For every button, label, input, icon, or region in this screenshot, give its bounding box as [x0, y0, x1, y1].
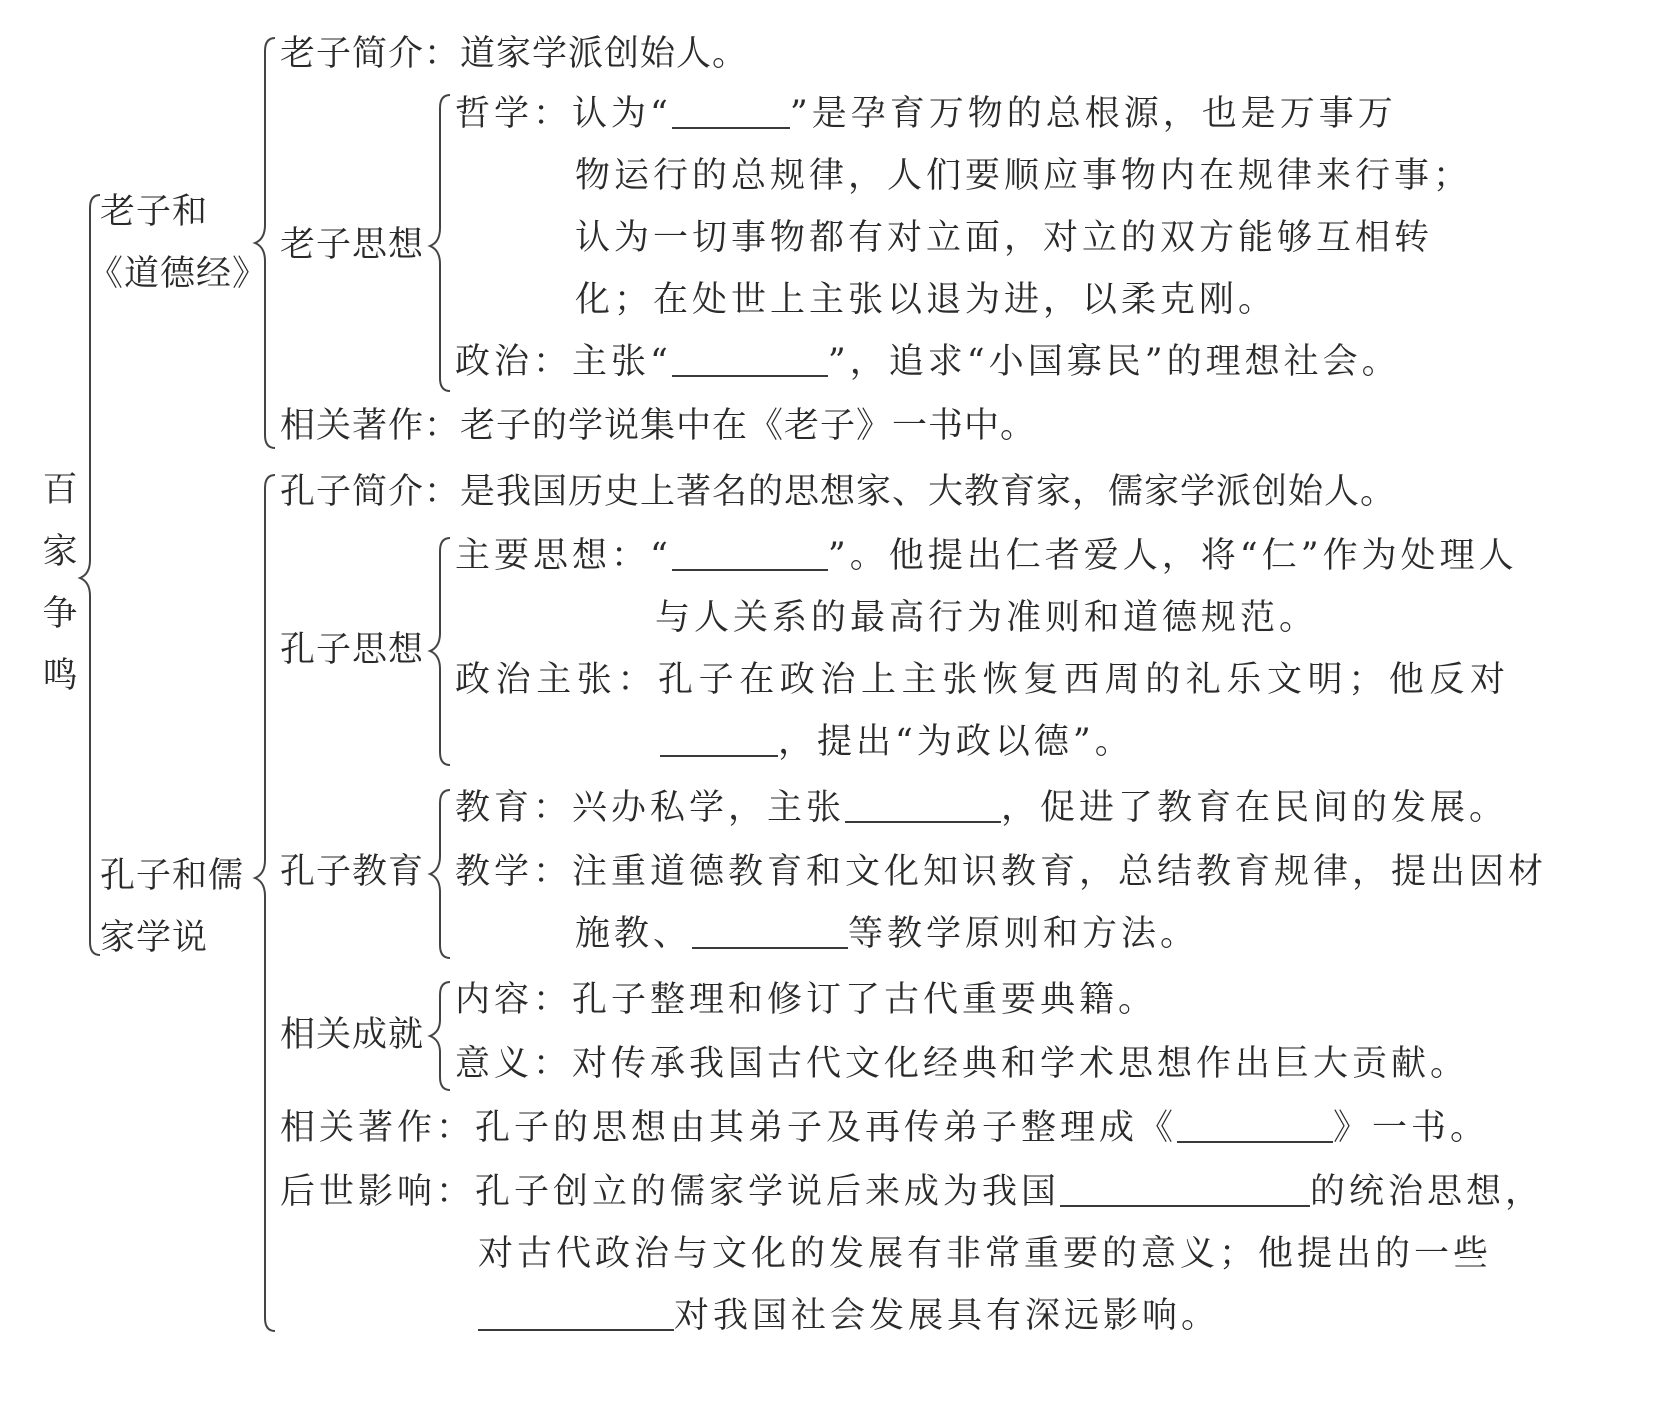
- teaching-suffix: 等教学原则和方法。: [848, 914, 1200, 954]
- laozi-politics-blank[interactable]: [672, 345, 828, 377]
- kongzi-influence-line3: [478, 1296, 1220, 1336]
- main-thought-suffix: ”。他提出仁者爱人，将“仁”作为处理人: [827, 536, 1518, 576]
- kongzi-politics-line1: 政治主张：孔子在政治上主张恢复西周的礼乐文明；他反对: [455, 660, 1511, 700]
- kongzi-significance: 意义：对传承我国古代文化经典和学术思想作出巨大贡献。: [455, 1044, 1470, 1084]
- kongzi-thought-label: 孔子思想: [280, 630, 425, 670]
- main-thought-blank[interactable]: [672, 539, 828, 571]
- education-prefix: 教育：兴办私学，主张: [455, 788, 846, 828]
- main-thought-prefix: 主要思想：“: [455, 536, 672, 576]
- kongzi-politics-blank[interactable]: [660, 725, 778, 757]
- kongzi-achievement-label: 相关成就: [280, 1015, 425, 1055]
- laozi-politics-prefix: 政治：主张“: [455, 342, 672, 382]
- influence-cont2-suffix: 对我国社会发展具有深远影响。: [674, 1296, 1221, 1336]
- laozi-brace: [255, 38, 275, 448]
- kongzi-education-brace: [430, 790, 450, 958]
- laozi-thought-label: 老子思想: [280, 225, 425, 265]
- influence-blank-1[interactable]: [1060, 1175, 1310, 1207]
- kongzi-main-thought: [455, 536, 1518, 576]
- kongzi-brace: [255, 475, 275, 1331]
- laozi-label-line1: 老子和: [100, 192, 209, 232]
- laozi-intro: 老子简介：道家学派创始人。: [280, 34, 749, 74]
- laozi-label-line2: 《道德经》: [88, 254, 269, 294]
- philosophy-cont1: 物运行的总规律，人们要顺应事物内在规律来行事；: [575, 156, 1473, 196]
- kongzi-education-label: 孔子教育: [280, 852, 425, 892]
- kongzi-content: 内容：孔子整理和修订了古代重要典籍。: [455, 980, 1158, 1020]
- main-thought-cont: 与人关系的最高行为准则和道德规范。: [655, 598, 1319, 638]
- kongzi-politics-suffix: ，提出“为政以德”。: [778, 722, 1134, 762]
- influence-suffix: 的统治思想，: [1310, 1172, 1545, 1212]
- laozi-philosophy: [455, 94, 1397, 134]
- kongzi-influence-line1: [280, 1172, 1544, 1212]
- kongzi-works-suffix: 》一书。: [1333, 1108, 1490, 1148]
- laozi-politics: [455, 342, 1401, 382]
- kongzi-education: [455, 788, 1508, 828]
- kongzi-works-blank[interactable]: [1177, 1111, 1333, 1143]
- influence-prefix: 后世影响：孔子创立的儒家学说后来成为我国: [280, 1172, 1061, 1212]
- achievement-brace: [430, 982, 450, 1090]
- teaching-blank[interactable]: [692, 917, 848, 949]
- kongzi-label-line1: 孔子和儒: [100, 856, 245, 896]
- kongzi-intro: 孔子简介：是我国历史上著名的思想家、大教育家，儒家学派创始人。: [280, 472, 1397, 512]
- kongzi-label-line2: 家学说: [100, 918, 209, 958]
- philosophy-blank[interactable]: [672, 97, 790, 129]
- philosophy-cont2: 认为一切事物都有对立面，对立的双方能够互相转: [575, 218, 1434, 258]
- education-suffix: ，促进了教育在民间的发展。: [1001, 788, 1509, 828]
- kongzi-influence-line2: 对古代政治与文化的发展有非常重要的意义；他提出的一些: [478, 1234, 1493, 1274]
- root-brace: [80, 195, 100, 955]
- influence-blank-2[interactable]: [478, 1299, 674, 1331]
- kongzi-teaching-line1: 教学：注重道德教育和文化知识教育，总结教育规律，提出因材: [455, 852, 1548, 892]
- kongzi-teaching-line2: [575, 914, 1199, 954]
- kongzi-works: [280, 1108, 1489, 1148]
- kongzi-thought-brace: [430, 538, 450, 765]
- laozi-politics-suffix: ”，追求“小国寡民”的理想社会。: [827, 342, 1401, 382]
- kongzi-politics-line2: [660, 722, 1134, 762]
- root-label: 百家争鸣: [42, 470, 78, 696]
- philosophy-suffix: ”是孕育万物的总根源，也是万事万: [789, 94, 1397, 134]
- laozi-thought-brace: [430, 95, 450, 391]
- laozi-works: 相关著作：老子的学说集中在《老子》一书中。: [280, 406, 1037, 446]
- education-blank[interactable]: [845, 791, 1001, 823]
- kongzi-works-prefix: 相关著作：孔子的思想由其弟子及再传弟子整理成《: [280, 1108, 1178, 1148]
- philosophy-cont3: 化；在处世上主张以退为进，以柔克刚。: [575, 280, 1278, 320]
- philosophy-prefix: 哲学：认为“: [455, 94, 672, 134]
- teaching-prefix: 施教、: [575, 914, 693, 954]
